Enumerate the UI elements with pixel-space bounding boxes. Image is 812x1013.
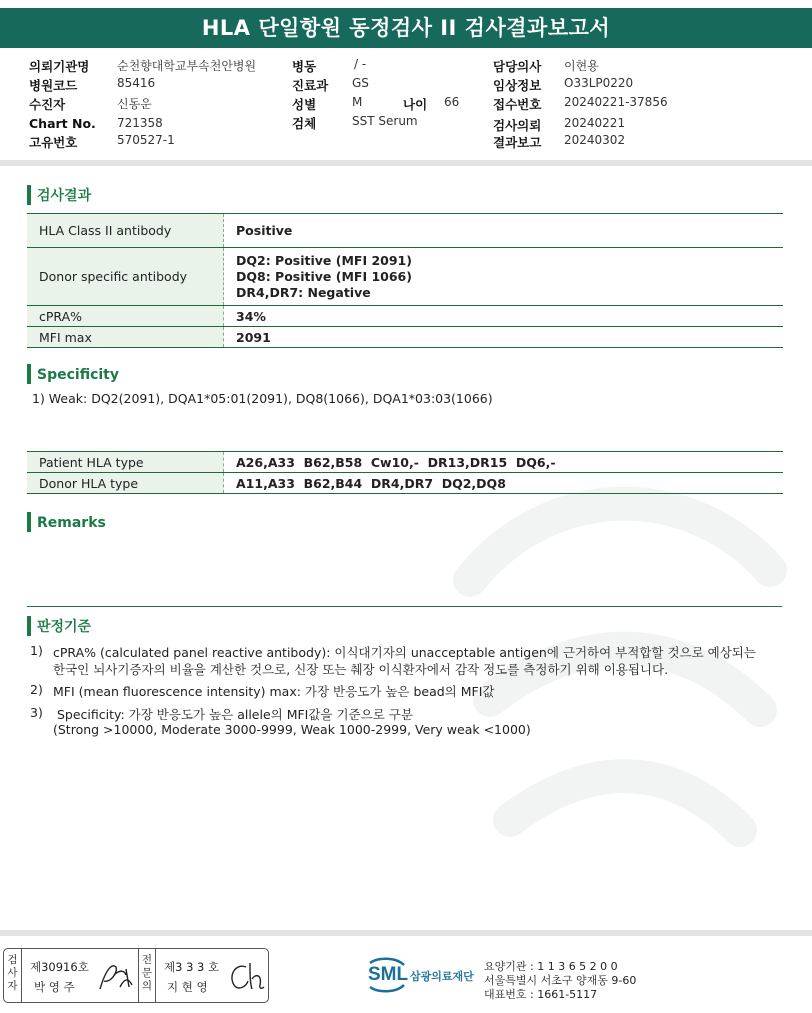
donor-hla-value: A11,A33 B62,B44 DR4,DR7 DQ2,DQ8: [224, 473, 784, 494]
hla-type-table: [27, 451, 783, 494]
dsa-label: Donor specific antibody: [27, 248, 224, 306]
physician-value: 이현용: [564, 59, 599, 73]
cpra-label: cPRA%: [27, 306, 224, 327]
hla-class2-antibody-value: Positive: [224, 214, 784, 248]
dsa-value: [224, 248, 784, 306]
criteria-item-line: 한국인 뇌사기증자의 비율을 계산한 것으로, 신장 또는 췌장 이식환자에서 감작 정도를 측정하기 위해 이용됩니다.: [53, 662, 669, 677]
specificity-section-heading: Specificity: [27, 364, 119, 384]
criteria-item-number: 3): [30, 705, 43, 720]
donor-hla-label: Donor HLA type: [27, 473, 224, 494]
unique-id-value: 570527-1: [117, 133, 175, 147]
age-value: 66: [444, 95, 460, 109]
table-row: [27, 473, 783, 494]
criteria-item-line: MFI (mean fluorescence intensity) max: 가장 반응도가 높은 bead의 MFI값: [53, 684, 495, 699]
mfi-max-label: MFI max: [27, 327, 224, 348]
criteria-item-line: cPRA% (calculated panel reactive antibody): 이식대기자의 unacceptable antigen에 근거하여 부적합할 것으로 예상되는: [53, 645, 756, 660]
footer-divider: [0, 930, 812, 936]
physician-label: 담당의사: [493, 59, 542, 74]
specificity-text: 1) Weak: DQ2(2091), DQA1*05:01(2091), DQ8(1066), DQA1*03:03(1066): [32, 391, 493, 406]
examiner-name: 박 영 주: [34, 980, 75, 994]
org-name: 삼광의료재단: [410, 970, 474, 983]
criteria-section-heading: 판정기준: [27, 616, 91, 636]
clinical-info-value: O33LP0220: [564, 76, 634, 90]
chart-no-value: 721358: [117, 116, 163, 130]
sml-logo: [366, 955, 478, 995]
department-label: 진료과: [292, 78, 329, 93]
criteria-item-number: 1): [30, 643, 43, 658]
criteria-item-number: 2): [30, 682, 43, 697]
sex-label: 성별: [292, 97, 317, 112]
signature-role-examiner: 검 사 자: [4, 949, 22, 1002]
requesting-institution-value: 순천향대학교부속천안병원: [117, 59, 257, 73]
results-section-heading: 검사결과: [27, 185, 91, 205]
hospital-code-label: 병원코드: [29, 78, 78, 93]
specialist-registration: 제3 3 3 호: [164, 960, 220, 974]
patient-label: 수진자: [29, 97, 66, 112]
result-report-value: 20240302: [564, 133, 626, 147]
hospital-code-value: 85416: [117, 76, 156, 90]
hla-class2-antibody-label: HLA Class II antibody: [27, 214, 224, 248]
age-label: 나이: [403, 97, 428, 112]
dsa-line: DQ2: Positive (MFI 2091): [236, 252, 412, 268]
remarks-section-heading: Remarks: [27, 512, 106, 532]
chart-no-label: Chart No.: [29, 116, 96, 131]
specialist-signature-mark: [224, 957, 266, 995]
table-row: [27, 452, 783, 473]
dsa-line: DR4,DR7: Negative: [236, 284, 371, 300]
mfi-max-value: 2091: [224, 327, 784, 348]
dsa-line: DQ8: Positive (MFI 1066): [236, 268, 412, 284]
criteria-item-line: Specificity: 가장 반응도가 높은 allele의 MFI값을 기준으로 구분: [53, 707, 413, 722]
patient-hla-value: A26,A33 B62,B58 Cw10,- DR13,DR15 DQ6,-: [224, 452, 784, 473]
ward-label: 병동: [292, 59, 317, 74]
report-title: HLA 단일항원 동정검사 II 검사결과보고서: [0, 8, 812, 48]
accession-no-label: 접수번호: [493, 97, 542, 112]
cpra-value: 34%: [224, 306, 784, 327]
results-table: [27, 213, 783, 348]
signature-box: [3, 948, 269, 1003]
clinical-info-label: 임상정보: [493, 78, 542, 93]
unique-id-label: 고유번호: [29, 135, 78, 150]
table-row: [27, 306, 783, 327]
sml-logo-text: SML: [368, 964, 409, 985]
patient-value: 신동운: [117, 97, 152, 111]
footer-phone: 대표번호 : 1661-5117: [484, 988, 598, 1001]
patient-hla-label: Patient HLA type: [27, 452, 224, 473]
table-row: [27, 248, 783, 306]
test-request-value: 20240221: [564, 116, 626, 130]
result-report-label: 결과보고: [493, 135, 542, 150]
criteria-divider: [27, 606, 782, 607]
criteria-item-line: (Strong >10000, Moderate 3000-9999, Weak 1000-2999, Very weak <1000): [53, 722, 531, 737]
specimen-label: 검체: [292, 116, 317, 131]
footer-license: 요양기관 : 1 1 3 6 5 2 0 0: [484, 960, 618, 973]
examiner-signature-mark: [96, 959, 138, 995]
specialist-name: 지 현 영: [167, 980, 208, 994]
signature-role-specialist: 전 문 의: [138, 949, 156, 1002]
table-row: [27, 214, 783, 248]
header-field-requesting-institution: 의뢰기관명: [29, 59, 90, 74]
ward-value: / -: [354, 57, 367, 71]
watermark-logo: [430, 440, 810, 920]
examiner-registration: 제30916호: [30, 960, 89, 974]
department-value: GS: [352, 76, 369, 90]
sex-value: M: [352, 95, 363, 109]
accession-no-value: 20240221-37856: [564, 95, 668, 109]
header-divider: [0, 160, 812, 166]
table-row: [27, 327, 783, 348]
footer-address: 서울특별시 서초구 양재동 9-60: [484, 974, 637, 987]
test-request-label: 검사의뢰: [493, 118, 542, 133]
specimen-value: SST Serum: [352, 114, 418, 128]
